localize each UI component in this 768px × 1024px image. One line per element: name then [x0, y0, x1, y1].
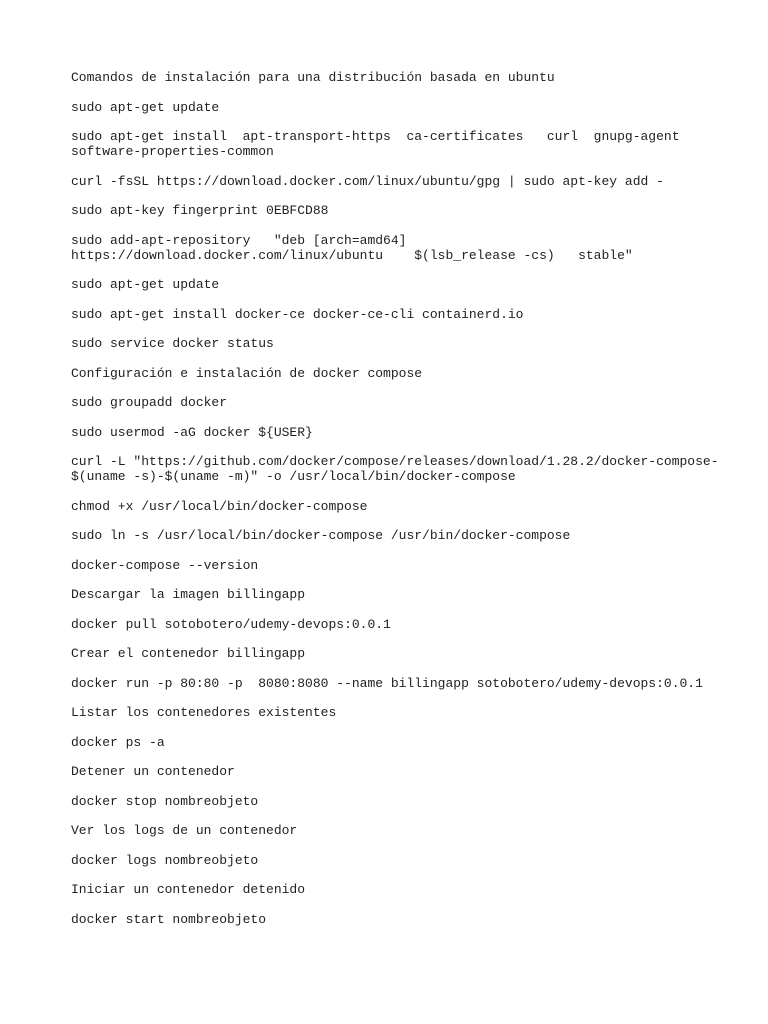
document-paragraph — [71, 705, 731, 720]
document-paragraph — [71, 233, 731, 263]
text-line: Ver los logs de un contenedor — [71, 823, 298, 838]
text-line: Detener un contenedor — [71, 764, 235, 779]
document-paragraph — [71, 70, 731, 85]
document-paragraph — [71, 366, 731, 381]
text-line: $(uname -s)-$(uname -m)" -o /usr/local/bin/docker-compose — [71, 469, 516, 484]
text-line: docker stop nombreobjeto — [71, 793, 259, 809]
text-line: sudo apt-get install apt-transport-https ca-certificates curl gnupg-agent — [71, 129, 680, 144]
document-paragraph — [71, 100, 731, 115]
text-line: Listar los contenedores existentes — [71, 705, 337, 720]
document-paragraph — [71, 454, 731, 484]
document-paragraph — [71, 174, 731, 189]
document-paragraph — [71, 336, 731, 351]
document-paragraph — [71, 764, 731, 779]
document-paragraph — [71, 277, 731, 292]
document-paragraph — [71, 129, 731, 159]
text-line: sudo apt-get update — [71, 277, 220, 292]
text-line: sudo service docker status — [71, 336, 274, 351]
text-line: curl -fsSL https://download.docker.com/linux/ubuntu/gpg | sudo apt-key add - — [71, 173, 664, 189]
text-line: Descargar la imagen billingapp — [71, 587, 306, 602]
text-line: sudo add-apt-repository "deb [arch=amd64] — [71, 232, 407, 248]
document-paragraph — [71, 425, 731, 440]
text-line: https://download.docker.com/linux/ubuntu $(lsb_release -cs) stable" — [71, 247, 633, 263]
text-line: chmod +x /usr/local/bin/docker-compose — [71, 498, 368, 514]
document-paragraph — [71, 735, 731, 750]
document-paragraph — [71, 617, 731, 632]
text-line: curl -L "https://github.com/docker/compose/releases/download/1.28.2/docker-compose- — [71, 454, 719, 469]
text-line: docker pull sotobotero/udemy-devops:0.0.1 — [71, 616, 391, 632]
document-paragraph — [71, 499, 731, 514]
text-line: sudo ln -s /usr/local/bin/docker-compose /usr/bin/docker-compose — [71, 528, 571, 543]
document-paragraph — [71, 203, 731, 218]
text-line: sudo usermod -aG docker ${USER} — [71, 424, 313, 440]
document-paragraph — [71, 528, 731, 543]
document-paragraph — [71, 882, 731, 897]
text-line: Configuración e instalación de docker compose — [71, 365, 423, 381]
text-line: Iniciar un contenedor detenido — [71, 882, 306, 897]
text-line: docker ps -a — [71, 734, 165, 750]
document-paragraph — [71, 853, 731, 868]
document-paragraph — [71, 794, 731, 809]
document-paragraph — [71, 646, 731, 661]
text-line: Crear el contenedor billingapp — [71, 646, 306, 661]
text-line: docker logs nombreobjeto — [71, 852, 259, 868]
text-line: docker-compose --version — [71, 557, 259, 573]
text-line: docker start nombreobjeto — [71, 911, 267, 927]
text-line: sudo apt-get update — [71, 99, 220, 115]
document-paragraph — [71, 587, 731, 602]
document-paragraph — [71, 912, 731, 927]
text-line: sudo groupadd docker — [71, 395, 228, 410]
document-paragraph — [71, 676, 731, 691]
document-paragraph — [71, 307, 731, 322]
document-paragraph — [71, 558, 731, 573]
text-line: Comandos de instalación para una distribución basada en ubuntu — [71, 70, 555, 85]
text-line: docker run -p 80:80 -p 8080:8080 --name billingapp sotobotero/udemy-devops:0.0.1 — [71, 675, 703, 691]
text-line: sudo apt-get install docker-ce docker-ce-cli containerd.io — [71, 306, 524, 322]
text-line: sudo apt-key fingerprint 0EBFCD88 — [71, 203, 329, 218]
text-line: software-properties-common — [71, 144, 274, 159]
document-body — [71, 70, 731, 941]
document-paragraph — [71, 395, 731, 410]
document-paragraph — [71, 823, 731, 838]
